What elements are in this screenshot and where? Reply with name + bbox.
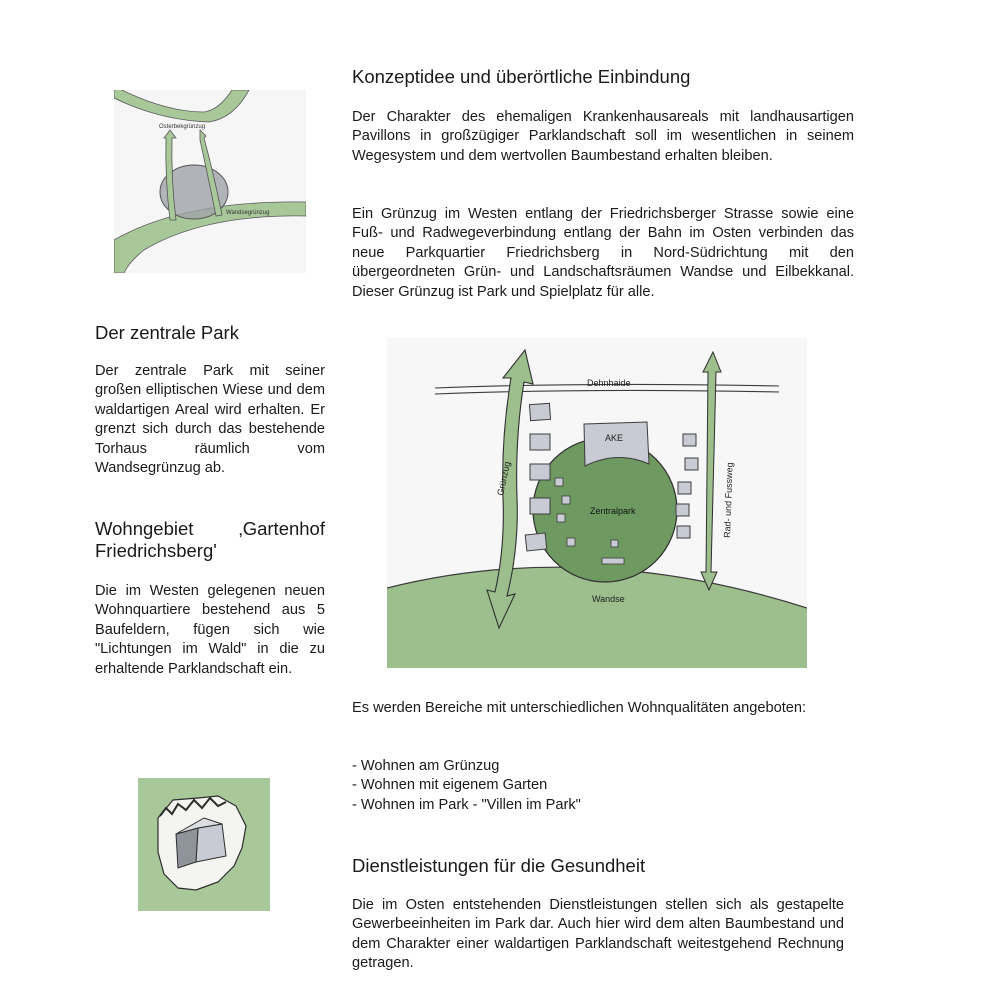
wohngebiet-heading: [95, 518, 325, 562]
label-dehnhaide: Dehnhaide: [587, 378, 631, 388]
wohngebiet-paragraph: Die im Westen gelegenen neuen Wohnquartiere bestehend aus 5 Baufeldern, fügen sich wie "Lichtungen im Wald" in die zu erhaltende Parklandschaft ein.: [95, 583, 325, 677]
park-heading: Der zentrale Park: [95, 322, 239, 343]
small-sketch-label-right: Wandsegrünzug: [226, 210, 270, 216]
wohnqualitaeten-list: [352, 757, 832, 815]
konzept-heading: Konzeptidee und überörtliche Einbindung: [352, 66, 691, 87]
small-sketch: [114, 90, 306, 273]
wohngebiet-heading-line2: Friedrichsberg': [95, 540, 217, 561]
list-item: - Wohnen am Grünzug: [352, 758, 500, 774]
park-paragraph: Der zentrale Park mit seiner großen elliptischen Wiese und dem waldartigen Areal wird erhalten. Er grenzt sich durch das bestehende Torhaus räumlich vom Wandsegrünzug ab.: [95, 363, 325, 477]
konzept-paragraph-1: Der Charakter des ehemaligen Krankenhausareals mit landhausartigen Pavillons in großzügiger Parklandschaft soll im wesentlichen in seinem Wegesystem und dem wertvollen Baumbestand erhalten bleiben.: [352, 109, 854, 164]
small-sketch-label-top: Osterbekgrünzug: [159, 124, 206, 130]
building-sketch-drawing: [138, 778, 270, 911]
main-sketch: [387, 338, 807, 668]
list-item: - Wohnen im Park - "Villen im Park": [352, 796, 581, 813]
wohngebiet-heading-line1: Wohngebiet ‚Gartenhof: [95, 518, 325, 539]
dienst-heading: Dienstleistungen für die Gesundheit: [352, 855, 646, 876]
wohnqualitaeten-intro: Es werden Bereiche mit unterschiedlichen Wohnqualitäten angeboten:: [352, 700, 807, 716]
label-radweg: Rad- und Fussweg: [722, 462, 735, 539]
small-sketch-drawing: [114, 90, 306, 273]
konzept-paragraph-2: Ein Grünzug im Westen entlang der Friedrichsberger Strasse sowie eine Fuß- und Radwegeverbindung entlang der Bahn im Osten verbinden das neue Parkquartier Friedrichsberg in Nord-Südrichtung mit den übergeordneten Grün- und Landschaftsräumen Wandse und Eilbekkanal. Dieser Grünzug ist Park und Spielplatz für alle.: [352, 206, 854, 300]
dienst-paragraph: Die im Osten entstehenden Dienstleistungen stellen sich als gestapelte Gewerbeeinheiten im Park dar. Auch hier wird dem alten Baumbestand und dem Charakter einer waldartigen Parklandschaft weitestgehend Rechnung getragen.: [352, 897, 844, 972]
list-item: - Wohnen mit eigenem Garten: [352, 777, 548, 794]
main-sketch-drawing: [387, 338, 807, 668]
label-gruenzug: Grünzug: [495, 460, 513, 497]
label-ake: AKE: [605, 433, 624, 443]
building-sketch: [138, 778, 270, 911]
label-zentralpark: Zentralpark: [590, 506, 636, 516]
label-wandse: Wandse: [592, 594, 625, 604]
